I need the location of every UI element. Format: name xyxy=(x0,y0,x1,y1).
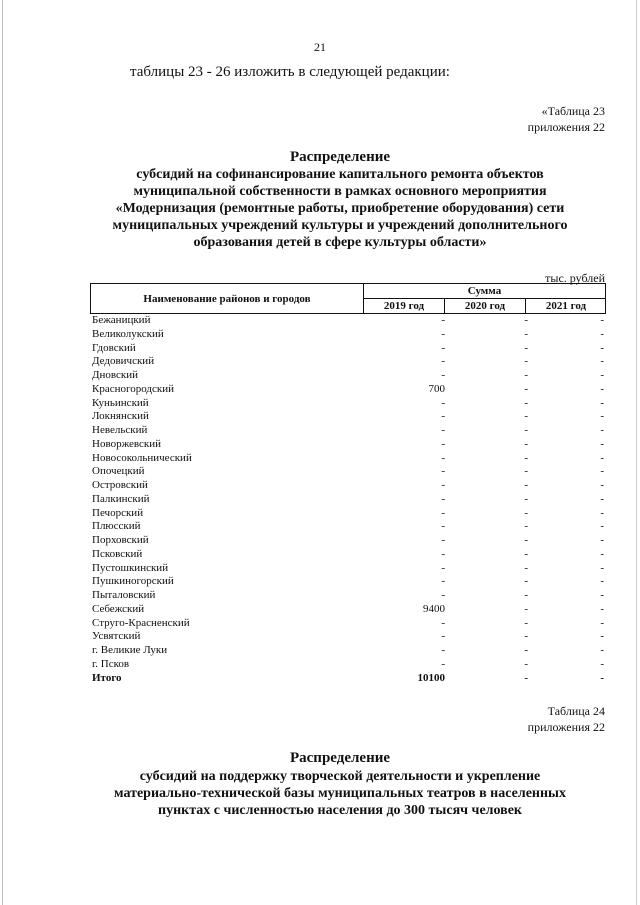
cell-2020: - xyxy=(524,644,528,656)
cell-2020: - xyxy=(524,492,528,505)
cell-2020: - xyxy=(524,327,528,340)
cell-2021: - xyxy=(600,465,604,478)
row-name: Локнянский xyxy=(92,410,149,423)
cell-2019: - xyxy=(441,479,445,491)
table-row xyxy=(90,479,610,493)
table-row xyxy=(90,410,610,424)
cell-2020: - xyxy=(524,424,528,436)
intro-text: таблицы 23 - 26 изложить в следующей редакции: xyxy=(130,64,450,80)
row-name: Невельский xyxy=(92,424,148,436)
cell-2019: 10100 xyxy=(417,671,445,684)
table-row xyxy=(90,383,610,397)
cell-2019: - xyxy=(441,451,445,464)
cell-2021: - xyxy=(600,520,604,533)
table23-subtitle-line: субсидий на софинансирование капитального ремонта объектов xyxy=(136,167,544,182)
cell-2021: - xyxy=(600,616,604,629)
cell-2020: - xyxy=(524,575,528,588)
row-name: Опочецкий xyxy=(92,465,145,478)
table-row xyxy=(90,493,610,507)
table-row xyxy=(90,603,610,617)
cell-2019: - xyxy=(441,644,445,656)
cell-2019: - xyxy=(441,424,445,436)
table23-body xyxy=(90,314,610,685)
row-name: Печорский xyxy=(92,506,144,519)
cell-2021: - xyxy=(600,492,604,505)
cell-2020: - xyxy=(524,602,528,615)
cell-2021: - xyxy=(600,369,604,381)
table23-subtitle xyxy=(60,166,620,251)
row-name: г. Великие Луки xyxy=(92,644,168,656)
cell-2020: - xyxy=(524,479,528,491)
cell-2020: - xyxy=(524,589,528,601)
table-total-row xyxy=(90,672,610,686)
cell-2021: - xyxy=(600,671,604,684)
scan-edge-right xyxy=(636,0,637,905)
table-row xyxy=(90,355,610,369)
row-name: Дновский xyxy=(92,369,139,381)
scan-edge-left xyxy=(2,0,3,905)
row-name: Пушкиногорский xyxy=(92,575,174,588)
row-name: Струго-Красненский xyxy=(92,616,190,629)
table-row xyxy=(90,397,610,411)
cell-2019: - xyxy=(441,506,445,519)
table-row xyxy=(90,548,610,562)
page-number: 21 xyxy=(314,40,326,54)
table24-ref-line2: приложения 22 xyxy=(527,720,605,734)
cell-2019: - xyxy=(441,341,445,354)
column-header-2019: 2019 год xyxy=(364,299,445,313)
table-row xyxy=(90,465,610,479)
cell-2019: - xyxy=(441,369,445,381)
cell-2019: - xyxy=(441,437,445,450)
cell-2021: - xyxy=(600,479,604,491)
table24-reference xyxy=(528,703,605,735)
table23-subtitle-line: муниципальной собственности в рамках основного мероприятия xyxy=(133,184,547,199)
column-header-2020: 2020 год xyxy=(445,299,526,313)
cell-2019: - xyxy=(441,396,445,409)
cell-2020: - xyxy=(524,369,528,381)
cell-2021: - xyxy=(600,451,604,464)
cell-2021: - xyxy=(600,410,604,423)
row-name: Псковский xyxy=(92,547,143,560)
table-row xyxy=(90,520,610,534)
cell-2019: - xyxy=(441,465,445,478)
table-row xyxy=(90,562,610,576)
row-name: Плюсский xyxy=(92,520,141,533)
row-name: Итого xyxy=(92,671,122,684)
cell-2019: - xyxy=(441,534,445,546)
cell-2021: - xyxy=(600,382,604,395)
table24-subtitle-line: субсидий на поддержку творческой деятельности и укрепление xyxy=(139,769,541,784)
row-name: Красногородский xyxy=(92,382,175,395)
cell-2020: - xyxy=(524,451,528,464)
cell-2019: - xyxy=(441,410,445,423)
table-row xyxy=(90,507,610,521)
table-row xyxy=(90,658,610,672)
column-header-sum: Сумма xyxy=(364,284,605,299)
cell-2019: - xyxy=(441,327,445,340)
row-name: Куньинский xyxy=(92,396,149,409)
row-name: Дедовичский xyxy=(92,355,155,368)
cell-2021: - xyxy=(600,575,604,588)
row-name: Пустошкинский xyxy=(92,561,169,574)
table23-subtitle-line: муниципальных учреждений культуры и учреждений дополнительного xyxy=(112,218,568,233)
cell-2020: - xyxy=(524,547,528,560)
row-name: Порховский xyxy=(92,534,149,546)
cell-2020: - xyxy=(524,437,528,450)
cell-2019: - xyxy=(441,314,445,326)
row-name: Бежаницкий xyxy=(92,314,151,326)
cell-2020: - xyxy=(524,355,528,368)
table-row xyxy=(90,589,610,603)
column-header-2021: 2021 год xyxy=(545,300,587,312)
cell-2021: - xyxy=(600,644,604,656)
cell-2019: - xyxy=(441,547,445,560)
table24-subtitle xyxy=(60,768,620,819)
table24-ref-line1: Таблица 24 xyxy=(547,704,605,718)
cell-2019: - xyxy=(441,630,445,643)
cell-2021: - xyxy=(600,314,604,326)
table23-ref-line1: «Таблица 23 xyxy=(541,104,605,118)
table-row xyxy=(90,369,610,383)
table-row xyxy=(90,328,610,342)
table-row xyxy=(90,438,610,452)
cell-2019: - xyxy=(441,589,445,601)
table-row xyxy=(90,452,610,466)
cell-2021: - xyxy=(600,547,604,560)
units-label: тыс. рублей xyxy=(545,271,605,285)
row-name: Великолукский xyxy=(92,327,164,340)
cell-2021: - xyxy=(600,396,604,409)
cell-2020: - xyxy=(524,534,528,546)
table23-header xyxy=(90,283,606,314)
table-row xyxy=(90,424,610,438)
cell-2021: - xyxy=(600,561,604,574)
cell-2020: - xyxy=(524,616,528,629)
cell-2021: - xyxy=(600,534,604,546)
row-name: Новосокольнический xyxy=(92,451,192,464)
table-row xyxy=(90,630,610,644)
table24-heading: Распределение xyxy=(289,750,391,766)
table-row xyxy=(90,644,610,658)
cell-2020: - xyxy=(524,561,528,574)
table-row xyxy=(90,342,610,356)
cell-2020: - xyxy=(524,396,528,409)
cell-2021: - xyxy=(600,602,604,615)
row-name: Себежский xyxy=(92,602,145,615)
cell-2020: - xyxy=(524,671,528,684)
cell-2020: - xyxy=(524,314,528,326)
row-name: Пыталовский xyxy=(92,589,156,601)
cell-2019: - xyxy=(441,657,445,670)
table23-heading: Распределение xyxy=(289,149,391,165)
cell-2019: - xyxy=(441,492,445,505)
row-name: Островский xyxy=(92,479,148,491)
cell-2020: - xyxy=(524,630,528,643)
row-name: Палкинский xyxy=(92,492,150,505)
cell-2019: 700 xyxy=(428,382,445,395)
table23-subtitle-line: образования детей в сфере культуры области» xyxy=(193,235,487,250)
cell-2021: - xyxy=(600,424,604,436)
cell-2021: - xyxy=(600,506,604,519)
cell-2020: - xyxy=(524,506,528,519)
row-name: г. Псков xyxy=(92,657,130,670)
cell-2019: - xyxy=(441,520,445,533)
cell-2019: - xyxy=(441,575,445,588)
row-name: Усвятский xyxy=(92,630,141,643)
cell-2021: - xyxy=(600,589,604,601)
cell-2020: - xyxy=(524,657,528,670)
cell-2021: - xyxy=(600,327,604,340)
cell-2021: - xyxy=(600,630,604,643)
cell-2019: - xyxy=(441,561,445,574)
cell-2021: - xyxy=(600,355,604,368)
cell-2020: - xyxy=(524,465,528,478)
table-row xyxy=(90,314,610,328)
cell-2020: - xyxy=(524,410,528,423)
table-row xyxy=(90,575,610,589)
row-name: Гдовский xyxy=(92,341,136,354)
table-row xyxy=(90,617,610,631)
row-name: Новоржевский xyxy=(92,437,162,450)
cell-2021: - xyxy=(600,341,604,354)
cell-2020: - xyxy=(524,341,528,354)
cell-2019: 9400 xyxy=(423,602,445,615)
cell-2020: - xyxy=(524,382,528,395)
cell-2021: - xyxy=(600,437,604,450)
table24-subtitle-line: материально-технической базы муниципальных театров в населенных xyxy=(114,786,566,801)
table23-reference xyxy=(528,103,605,135)
table24-subtitle-line: пунктах с численностью населения до 300 тысяч человек xyxy=(158,803,522,818)
cell-2020: - xyxy=(524,520,528,533)
cell-2021: - xyxy=(600,657,604,670)
table-row xyxy=(90,534,610,548)
cell-2019: - xyxy=(441,616,445,629)
table23-subtitle-line: «Модернизация (ремонтные работы, приобретение оборудования) сети xyxy=(115,201,565,216)
column-header-name: Наименование районов и городов xyxy=(91,284,364,313)
table23-ref-line2: приложения 22 xyxy=(527,120,605,134)
cell-2019: - xyxy=(441,355,445,368)
